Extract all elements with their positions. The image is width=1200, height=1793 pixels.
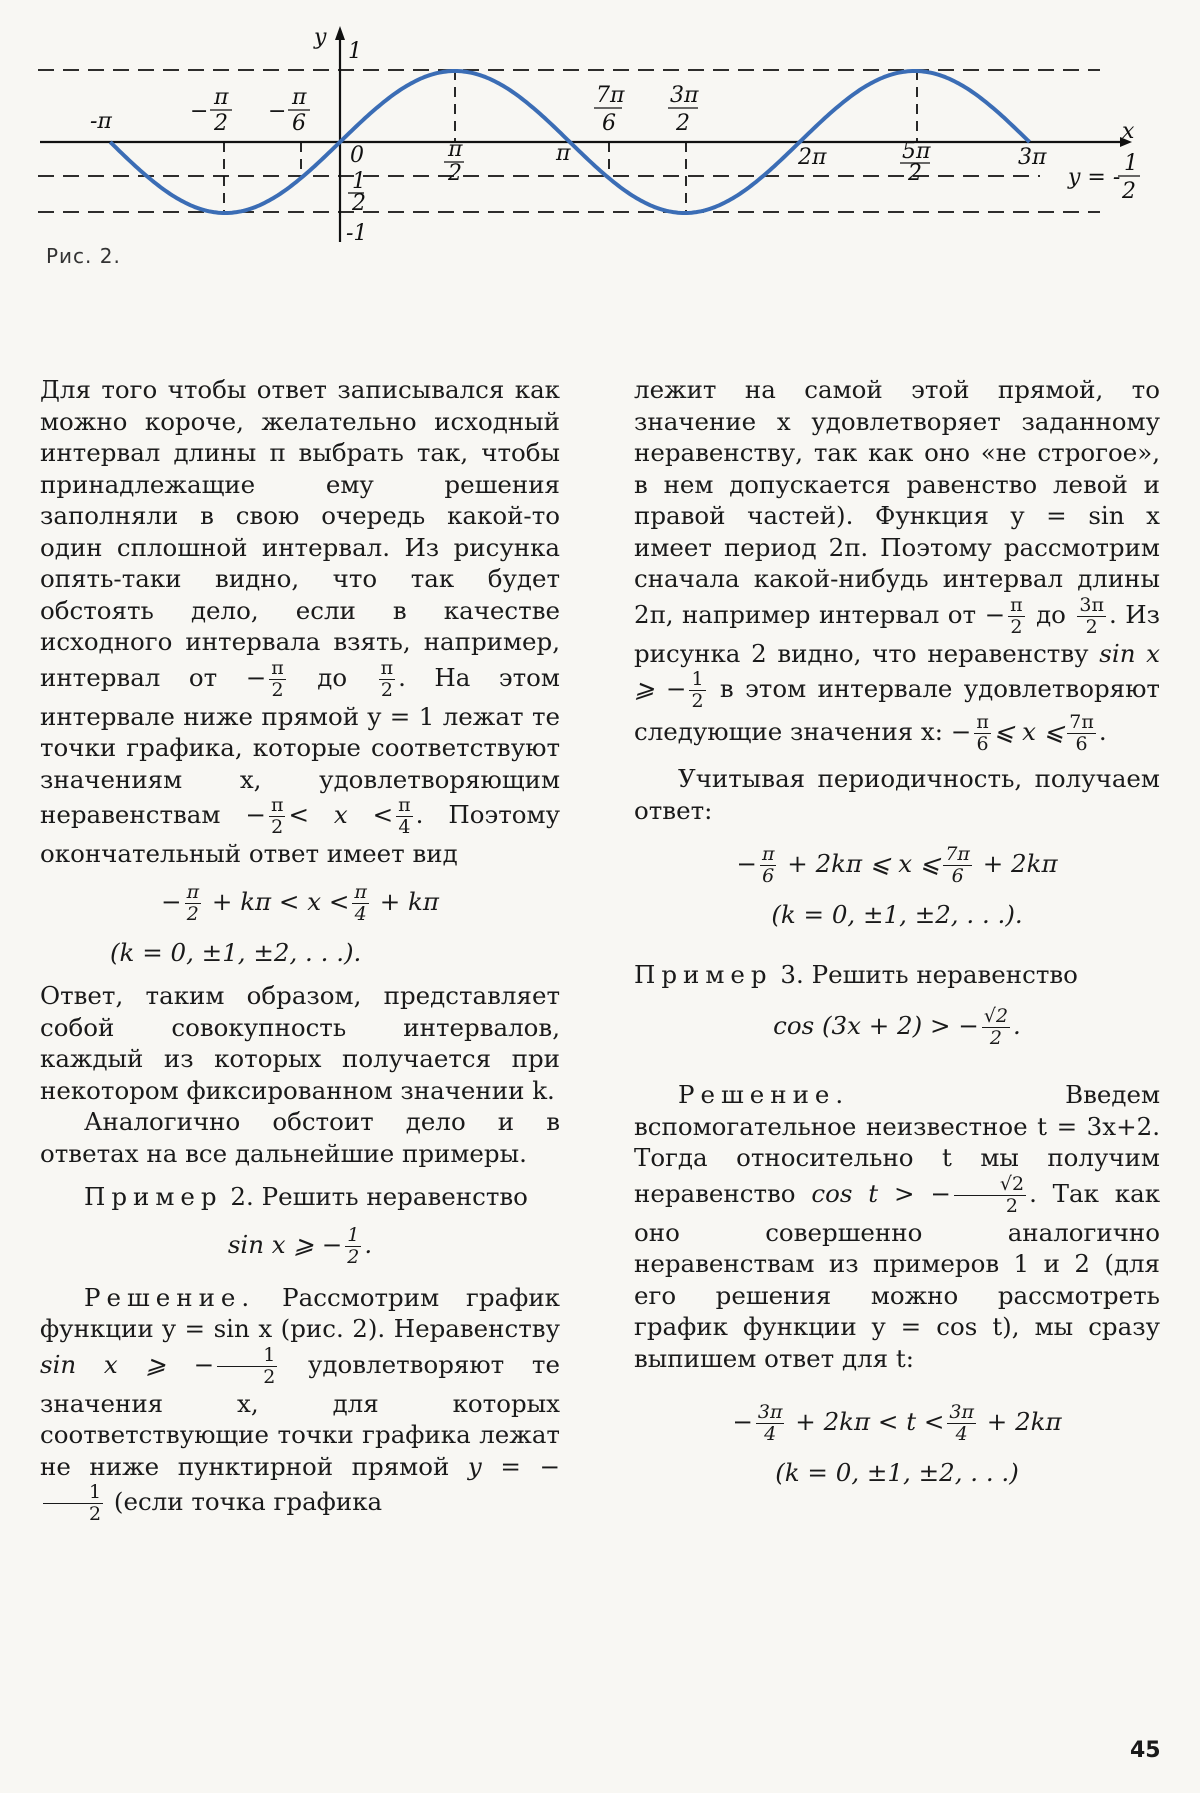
left-column bbox=[40, 374, 560, 1525]
example-2-heading: Пример 2. Решить неравенство bbox=[84, 1182, 528, 1211]
left-solution-paragraph: Решение. Рассмотрим график функции y = sin x (рис. 2). Неравенству sin x ⩾ − $\frac{1}{2}$ удовлетворяют те значения x, для которых соответствующие точки графика лежат не ниже пунктирной прямой y = − $\frac{1}{2}$ (если точка графика bbox=[40, 1282, 560, 1525]
right-solution-paragraph: Решение. Введем вспомогательное неизвестное t = 3x+2. Тогда относительно t мы получим неравенство cos t > − $\frac{√2}{2}$ . Так как оно совершенно аналогично неравенствам из примеров 1 и 2 (для его решения можно рассмотреть график функции y = cos t), мы сразу выпишем ответ для t: bbox=[634, 1080, 1161, 1373]
example-3-inequality: cos (3x + 2) > − $\frac{√2}{2}$ . bbox=[773, 1005, 1021, 1049]
hline-label-den: 2 bbox=[1122, 179, 1136, 204]
right-equation-2: − $\frac{\pi}{6}$ + 2kπ ⩽ x ⩽ $\frac{7\pi}{6}$ + 2kπ bbox=[736, 843, 1058, 887]
x-axis-label: x bbox=[1122, 119, 1135, 144]
right-paragraph-1: лежит на самой этой прямой, то значение x удовлетворяет заданному неравенству, так как оно «не строгое», в нем допускается равенство левой и правой частей). Функция y = sin x имеет период 2π. Поэтому рассмотрим сначала какой-нибудь интервал длины 2π, например интервал от − $\frac{\pi}{2}$ до $\frac{3\pi}{2}$ . Из рисунка 2 видно, что неравенству sin x ⩾ − $\frac{1}{2}$ в этом интервале удовлетворяют следующие значения x: − $\frac{\pi}{6}$ ⩽ x ⩽ $\frac{7\pi}{6}$ . bbox=[634, 375, 1160, 755]
figure-caption: Рис. 2. bbox=[46, 244, 121, 268]
tick-label-minus-pi-2-den: 2 bbox=[214, 111, 228, 136]
left-equation-1-k: (k = 0, ±1, ±2, . . .). bbox=[110, 937, 362, 967]
right-equation-3-k: (k = 0, ±1, ±2, . . .) bbox=[775, 1458, 1019, 1487]
right-equation-2-k: (k = 0, ±1, ±2, . . .). bbox=[771, 900, 1023, 929]
tick-label-pi-2-num: π bbox=[448, 137, 463, 162]
tick-label-3pi-2-num: 3π bbox=[670, 83, 699, 108]
svg-text:−: − bbox=[268, 99, 287, 124]
tick-label-minus1: -1 bbox=[346, 221, 368, 246]
left-paragraph-1: Для того чтобы ответ записывался как можно короче, желательно исходный интервал длины π выбрать так, чтобы принадлежащие ему решения заполняли в свою очередь какой-то один сплошной интервал. Из рисунка опять-таки видно, что так будет обстоять дело, если в качестве исходного интервала взять, например, интервал от − $\frac{\pi}{2}$ до $\frac{\pi}{2}$ . На этом интервале ниже прямой y = 1 лежат те точки графика, которые соответствуют значениям x, удовлетворяющим неравенствам − $\frac{\pi}{2}$ < x < $\frac{\pi}{4}$ . Поэтому окончательный ответ имеет вид bbox=[40, 375, 560, 868]
right-equation-3: − $\frac{3\pi}{4}$ + 2kπ < t < $\frac{3\pi}{4}$ + 2kπ bbox=[732, 1401, 1062, 1445]
tick-label-3pi: 3π bbox=[1018, 145, 1047, 170]
hline-label-yeq: y = - bbox=[1068, 165, 1121, 190]
y-axis-label: y bbox=[314, 25, 327, 50]
tick-label-minus-half-den: 2 bbox=[352, 191, 366, 216]
left-equation-1: − $\frac{\pi}{2}$ + kπ < x < $\frac{\pi}{4}$ + kπ bbox=[161, 880, 439, 925]
tick-label-minus-pi: -π bbox=[90, 109, 112, 134]
left-paragraph-2: Ответ, таким образом, представляет собой совокупность интервалов, каждый из которых получается при некотором фиксированном значении k. bbox=[40, 981, 560, 1105]
tick-label-minus-pi-6-den: 6 bbox=[292, 111, 306, 136]
tick-label-0: 0 bbox=[350, 143, 364, 168]
tick-label-1: 1 bbox=[348, 39, 362, 64]
page-number: 45 bbox=[1130, 1738, 1161, 1763]
tick-label-minus-half-num: 1 bbox=[352, 169, 366, 194]
right-column bbox=[634, 374, 1160, 1501]
tick-label-5pi-2-den: 2 bbox=[908, 161, 922, 186]
sine-graph-figure bbox=[0, 0, 1200, 280]
tick-label-3pi-2-den: 2 bbox=[676, 111, 690, 136]
tick-label-minus-pi-6-num: π bbox=[292, 85, 307, 110]
right-paragraph-2: Учитывая периодичность, получаем ответ: bbox=[634, 764, 1160, 825]
tick-label-pi-2-den: 2 bbox=[448, 161, 462, 186]
tick-label-2pi: 2π bbox=[798, 145, 827, 170]
tick-label-minus-pi-2-num: π bbox=[214, 85, 229, 110]
tick-label-5pi-2-num: 5π bbox=[902, 139, 931, 164]
left-paragraph-3: Аналогично обстоит дело и в ответах на все дальнейшие примеры. bbox=[40, 1107, 560, 1168]
tick-label-pi: π bbox=[556, 141, 571, 166]
example-2-inequality: sin x ⩾ − $\frac{1}{2}$ . bbox=[227, 1223, 373, 1268]
svg-text:−: − bbox=[190, 99, 209, 124]
tick-label-7pi-6-num: 7π bbox=[596, 83, 625, 108]
example-3-heading: Пример 3. Решить неравенство bbox=[634, 959, 1078, 989]
tick-label-7pi-6-den: 6 bbox=[602, 111, 616, 136]
hline-label-num: 1 bbox=[1124, 151, 1138, 176]
y-axis-arrow bbox=[335, 26, 345, 40]
